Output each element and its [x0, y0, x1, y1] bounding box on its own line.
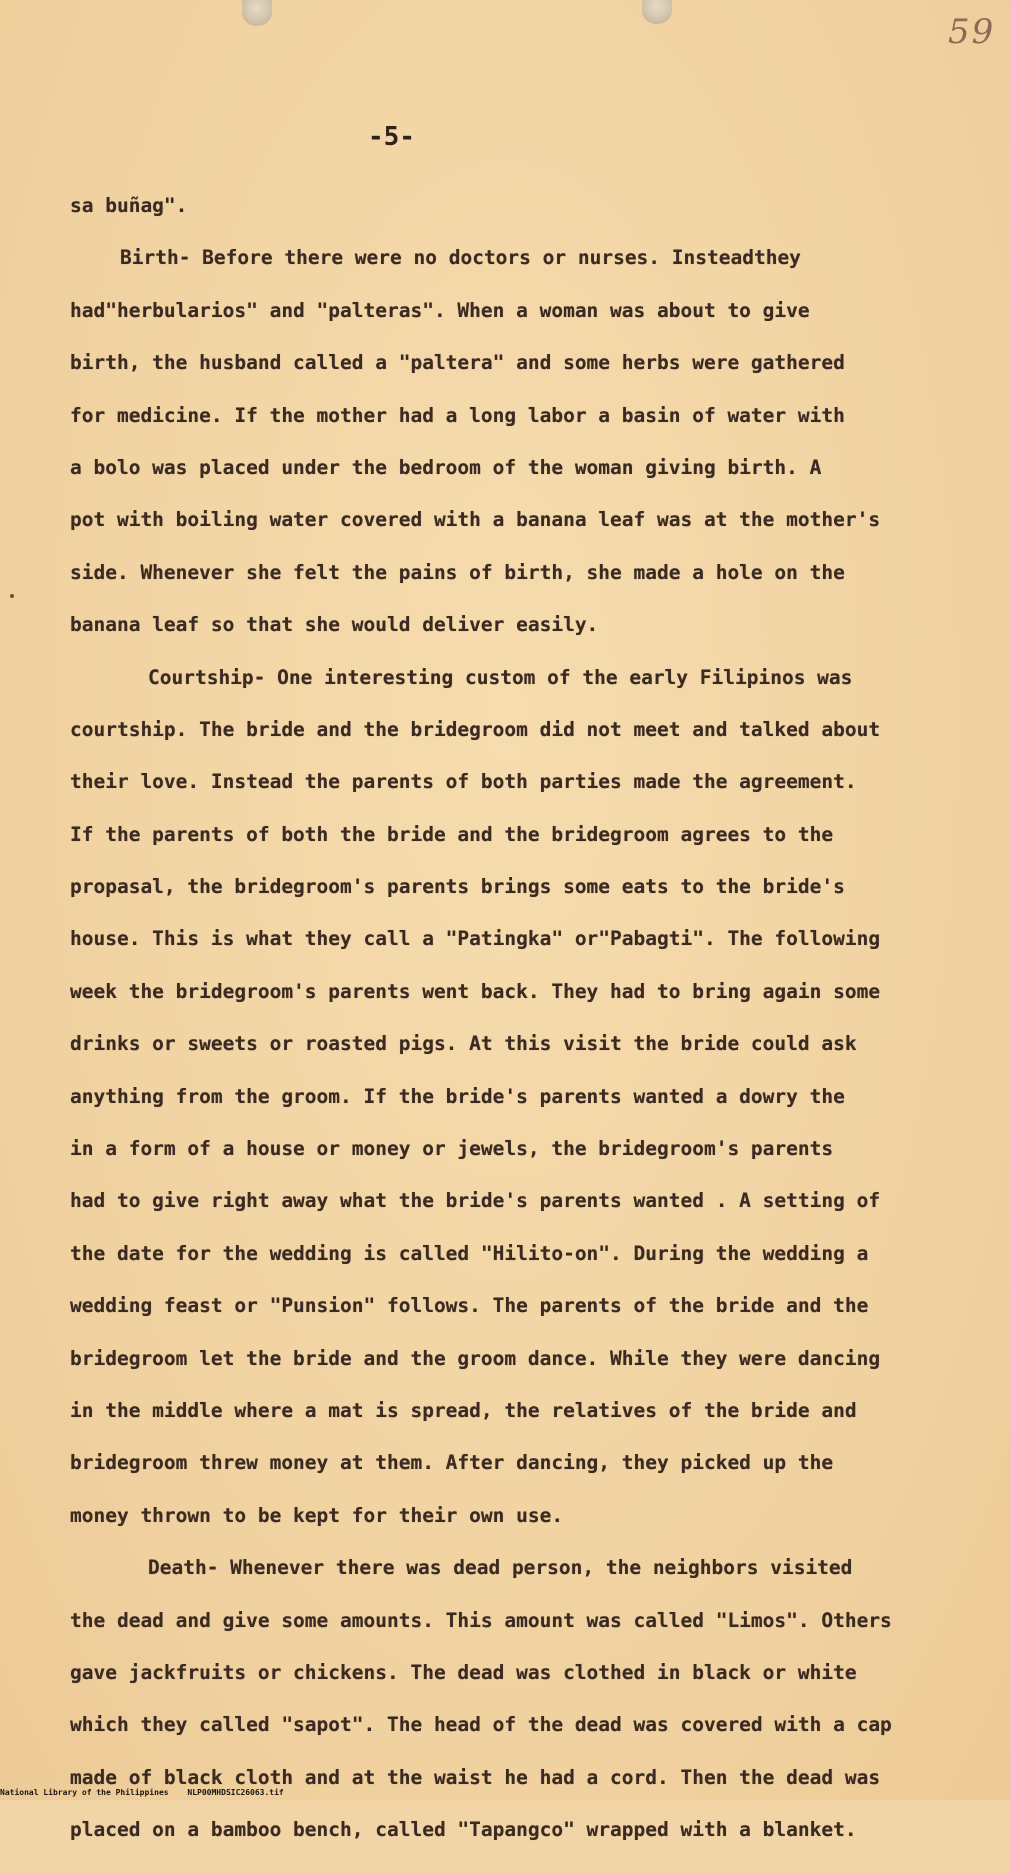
scan-footer — [0, 1788, 1010, 1800]
footer-library: National Library of the Philippines — [0, 1788, 169, 1797]
text-line: anything from the groom. If the bride's parents wanted a dowry the — [70, 1086, 845, 1108]
text-line: gave jackfruits or chickens. The dead was clothed in black or white — [70, 1662, 857, 1684]
text-line: Courtship- One interesting custom of the early Filipinos was — [148, 667, 853, 689]
text-line: house. This is what they call a "Patingka" or"Pabagti". The following — [70, 929, 881, 951]
text-line: Birth- Before there were no doctors or nurses. Insteadthey — [120, 248, 801, 270]
text-line: money thrown to be kept for their own use. — [70, 1505, 564, 1527]
text-line: had to give right away what the bride's parents wanted . A setting of — [70, 1191, 881, 1213]
text-line: the date for the wedding is called "Hilito-on". During the wedding a — [70, 1243, 869, 1265]
punch-hole — [242, 0, 272, 26]
text-line: had"herbularios" and "palteras". When a woman was about to give — [70, 300, 810, 322]
text-line: for medicine. If the mother had a long labor a basin of water with — [70, 405, 845, 427]
text-line: a bolo was placed under the bedroom of the woman giving birth. A — [70, 457, 822, 479]
text-line: side. Whenever she felt the pains of birth, she made a hole on the — [70, 562, 845, 584]
text-line: bridegroom let the bride and the groom dance. While they were dancing — [70, 1348, 881, 1370]
text-line: bridegroom threw money at them. After dancing, they picked up the — [70, 1453, 834, 1475]
punch-hole — [642, 0, 672, 24]
text-line: propasal, the bridegroom's parents brings some eats to the bride's — [70, 877, 845, 899]
footer-file-id: NLP00MHDSIC26063.tif — [187, 1788, 284, 1797]
text-line: week the bridegroom's parents went back. They had to bring again some — [70, 981, 881, 1003]
text-line: wedding feast or "Punsion" follows. The parents of the bride and the — [70, 1296, 869, 1318]
handwritten-page-number: 59 — [948, 12, 996, 52]
text-line: sa buñag". — [70, 196, 188, 217]
text-line: made of black cloth and at the waist he had a cord. Then the dead was — [70, 1767, 881, 1789]
text-line: placed on a bamboo bench, called "Tapangco" wrapped with a blanket. — [70, 1820, 857, 1842]
text-line: drinks or sweets or roasted pigs. At this visit the bride could ask — [70, 1034, 857, 1056]
text-line: which they called "sapot". The head of the dead was covered with a cap — [70, 1715, 892, 1737]
page-number: -5- — [368, 122, 415, 152]
text-line: banana leaf so that she would deliver easily. — [70, 615, 599, 637]
document-body — [70, 196, 940, 1873]
text-line: their love. Instead the parents of both parties made the agreement. — [70, 772, 857, 794]
margin-mark — [10, 594, 14, 598]
text-line: pot with boiling water covered with a banana leaf was at the mother's — [70, 510, 881, 532]
text-line: If the parents of both the bride and the bridegroom agrees to the — [70, 824, 834, 846]
text-line: courtship. The bride and the bridegroom did not meet and talked about — [70, 719, 881, 741]
text-line: in a form of a house or money or jewels, the bridegroom's parents — [70, 1139, 834, 1161]
text-line: Death- Whenever there was dead person, the neighbors visited — [148, 1558, 853, 1580]
text-line: birth, the husband called a "paltera" and some herbs were gathered — [70, 353, 845, 375]
text-line: in the middle where a mat is spread, the relatives of the bride and — [70, 1400, 857, 1422]
text-line: the dead and give some amounts. This amount was called "Limos". Others — [70, 1610, 892, 1632]
